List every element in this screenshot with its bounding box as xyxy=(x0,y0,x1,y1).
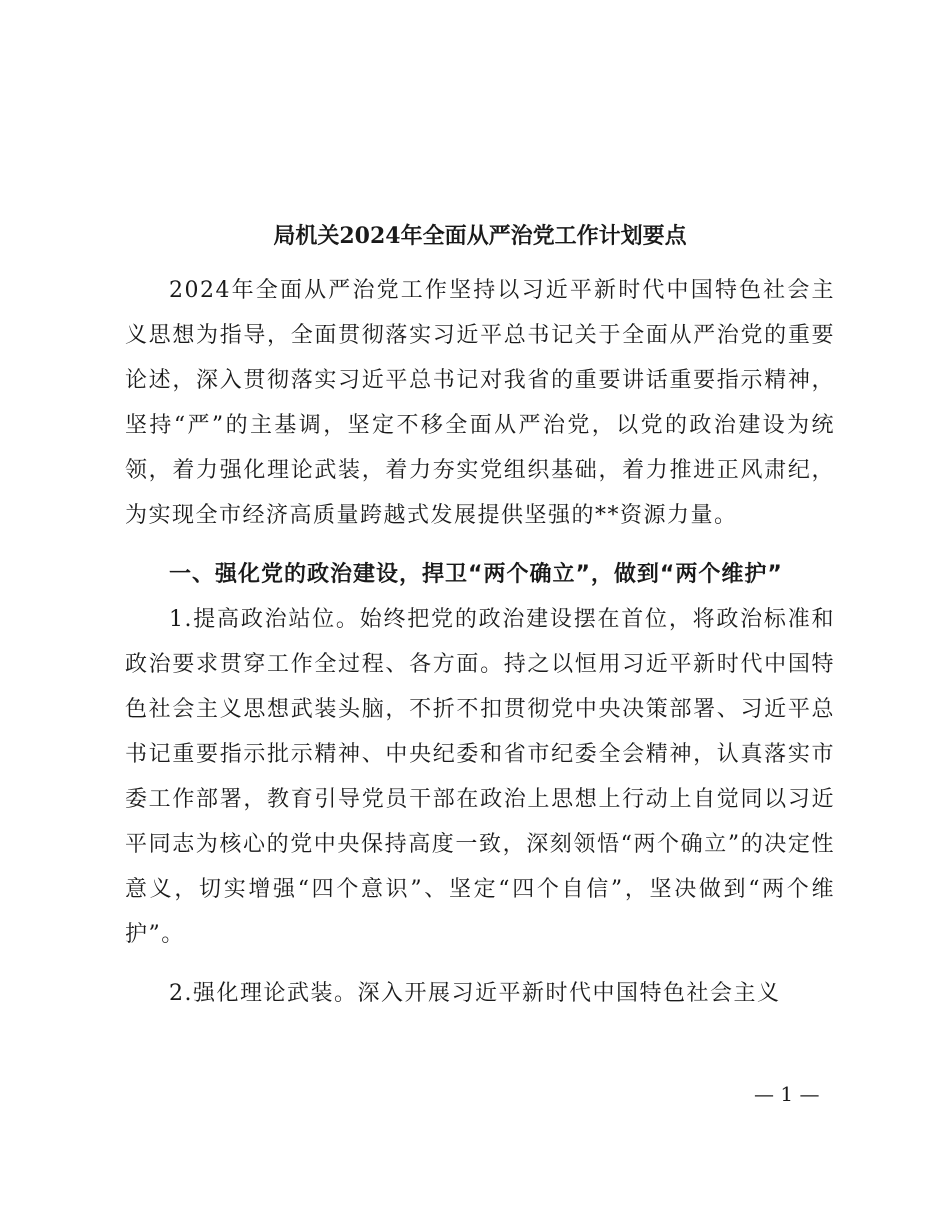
item-paragraph-2: 2.强化理论武装。深入开展习近平新时代中国特色社会主义 xyxy=(169,981,781,1006)
intro-paragraph: 2024年全面从严治党工作坚持以习近平新时代中国特色社会主义思想为指导，全面贯彻落实习近平总书记关于全面从严治党的重要论述，深入贯彻落实习近平总书记对我省的重要讲话重要指示精神，坚持“严”的主基调，坚定不移全面从严治党，以党的政治建设为统领，着力强化理论武装，着力夯实党组织基础，着力推进正风肃纪，为实现全市经济高质量跨越式发展提供坚强的**资源力量。 xyxy=(125,278,835,528)
section-heading-1: 一、强化党的政治建设，捍卫“两个确立”，做到“两个维护” xyxy=(169,562,783,587)
document-body xyxy=(125,218,835,1016)
page-number: — 1 — xyxy=(754,1082,820,1106)
item-paragraph-1: 1.提高政治站位。始终把党的政治建设摆在首位，将政治标准和政治要求贯穿工作全过程、各方面。持之以恒用习近平新时代中国特色社会主义思想武装头脑，不折不扣贯彻党中央决策部署、习近平总书记重要指示批示精神、中央纪委和省市纪委全会精神，认真落实市委工作部署，教育引导党员干部在政治上思想上行动上自觉同以习近平同志为核心的党中央保持高度一致，深刻领悟“两个确立”的决定性意义，切实增强“四个意识”、坚定“四个自信”，坚决做到“两个维护”。 xyxy=(125,607,835,947)
document-title: 局机关2024年全面从严治党工作计划要点 xyxy=(273,223,687,249)
